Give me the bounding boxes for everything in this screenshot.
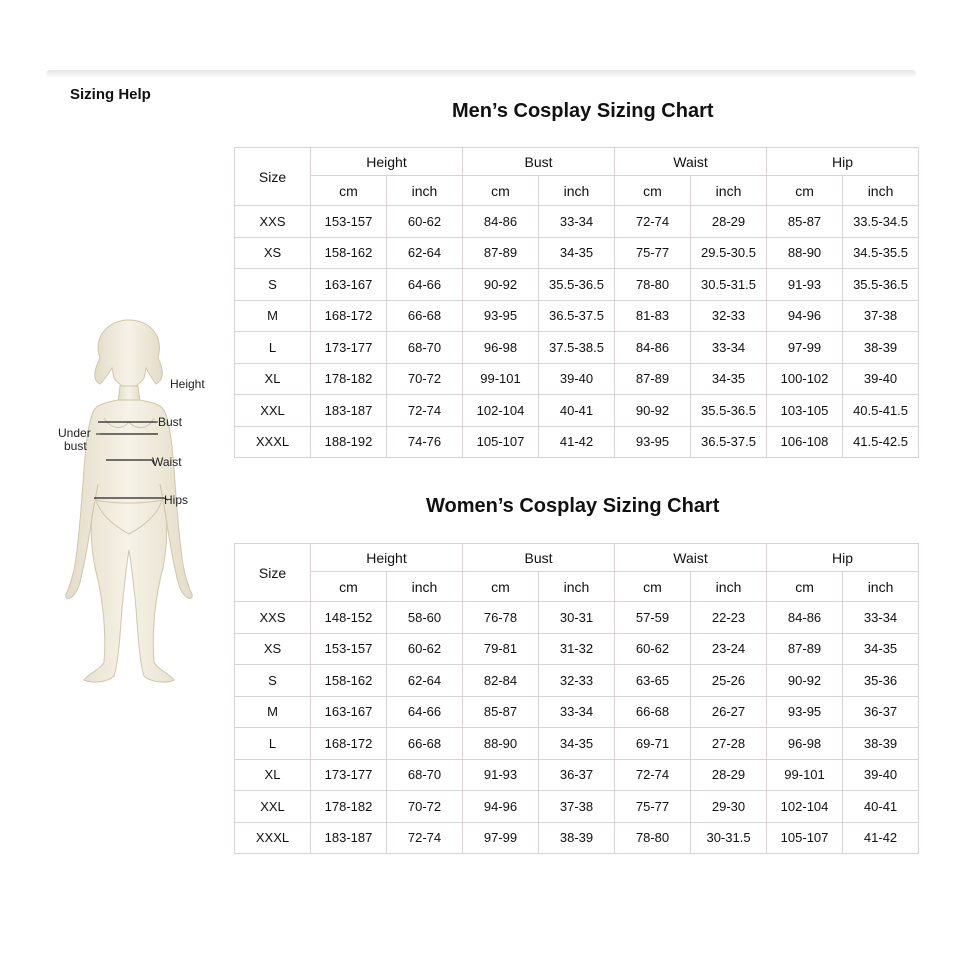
table-cell: 99-101 [767, 759, 843, 791]
table-cell: 36.5-37.5 [691, 426, 767, 458]
table-cell: 178-182 [311, 363, 387, 395]
table-cell: 69-71 [615, 728, 691, 760]
table-cell: 158-162 [311, 237, 387, 269]
unit-header: inch [539, 176, 615, 206]
table-cell: 153-157 [311, 206, 387, 238]
table-cell: 88-90 [463, 728, 539, 760]
mens-chart-title: Men’s Cosplay Sizing Chart [452, 100, 714, 122]
table-cell: 81-83 [615, 300, 691, 332]
table-cell: 38-39 [539, 822, 615, 854]
womens-sizing-table [234, 543, 919, 854]
table-cell: 96-98 [463, 332, 539, 364]
bust-label: Bust [158, 415, 183, 429]
table-cell: 66-68 [387, 300, 463, 332]
hip-header: Hip [767, 148, 919, 176]
table-cell: 63-65 [615, 665, 691, 697]
table-cell: 66-68 [615, 696, 691, 728]
table-cell: 41-42 [843, 822, 919, 854]
size-cell: M [235, 300, 311, 332]
table-cell: 35.5-36.5 [843, 269, 919, 301]
size-cell: XL [235, 363, 311, 395]
unit-header: cm [463, 572, 539, 602]
table-cell: 91-93 [767, 269, 843, 301]
table-cell: 33-34 [539, 206, 615, 238]
waist-label: Waist [152, 455, 182, 469]
size-cell: L [235, 728, 311, 760]
table-row [235, 728, 919, 760]
table-cell: 41-42 [539, 426, 615, 458]
table-cell: 99-101 [463, 363, 539, 395]
table-cell: 94-96 [463, 791, 539, 823]
table-cell: 36-37 [843, 696, 919, 728]
table-cell: 32-33 [691, 300, 767, 332]
table-cell: 36.5-37.5 [539, 300, 615, 332]
table-cell: 148-152 [311, 602, 387, 634]
table-cell: 60-62 [615, 633, 691, 665]
table-cell: 34-35 [843, 633, 919, 665]
table-cell: 105-107 [463, 426, 539, 458]
table-row [235, 206, 919, 238]
height-label: Height [170, 377, 205, 391]
table-row [235, 696, 919, 728]
table-cell: 75-77 [615, 237, 691, 269]
table-cell: 87-89 [615, 363, 691, 395]
size-cell: L [235, 332, 311, 364]
table-cell: 97-99 [767, 332, 843, 364]
size-cell: XS [235, 237, 311, 269]
table-cell: 168-172 [311, 300, 387, 332]
table-cell: 39-40 [843, 759, 919, 791]
womens-chart-title: Women’s Cosplay Sizing Chart [426, 495, 720, 517]
unit-header: cm [311, 176, 387, 206]
table-row [235, 332, 919, 364]
table-cell: 33-34 [539, 696, 615, 728]
table-cell: 76-78 [463, 602, 539, 634]
size-cell: S [235, 665, 311, 697]
size-cell: XXS [235, 206, 311, 238]
table-cell: 78-80 [615, 822, 691, 854]
unit-header: cm [615, 176, 691, 206]
table-cell: 58-60 [387, 602, 463, 634]
table-cell: 30-31.5 [691, 822, 767, 854]
table-cell: 91-93 [463, 759, 539, 791]
table-cell: 35.5-36.5 [691, 395, 767, 427]
table-cell: 64-66 [387, 696, 463, 728]
hip-header: Hip [767, 544, 919, 572]
mens-table-body [235, 206, 919, 458]
unit-header: inch [843, 176, 919, 206]
table-cell: 87-89 [767, 633, 843, 665]
table-cell: 26-27 [691, 696, 767, 728]
table-cell: 60-62 [387, 206, 463, 238]
table-cell: 102-104 [463, 395, 539, 427]
table-cell: 37-38 [843, 300, 919, 332]
table-row [235, 237, 919, 269]
table-cell: 37-38 [539, 791, 615, 823]
table-cell: 23-24 [691, 633, 767, 665]
waist-header: Waist [615, 544, 767, 572]
table-cell: 34-35 [539, 237, 615, 269]
table-cell: 103-105 [767, 395, 843, 427]
sizing-help-heading: Sizing Help [70, 86, 151, 103]
table-cell: 163-167 [311, 696, 387, 728]
table-cell: 66-68 [387, 728, 463, 760]
table-cell: 153-157 [311, 633, 387, 665]
table-row [235, 602, 919, 634]
table-cell: 72-74 [387, 395, 463, 427]
hips-label: Hips [164, 493, 189, 507]
table-cell: 38-39 [843, 728, 919, 760]
table-cell: 158-162 [311, 665, 387, 697]
table-row [235, 791, 919, 823]
table-row [235, 633, 919, 665]
unit-header: inch [843, 572, 919, 602]
table-cell: 39-40 [539, 363, 615, 395]
unit-header: cm [767, 572, 843, 602]
table-cell: 82-84 [463, 665, 539, 697]
size-cell: XXL [235, 395, 311, 427]
body-silhouette-icon [52, 318, 232, 688]
table-cell: 163-167 [311, 269, 387, 301]
womens-table-body [235, 602, 919, 854]
unit-header: inch [387, 572, 463, 602]
unit-header: cm [463, 176, 539, 206]
unit-header: inch [691, 176, 767, 206]
under-bust-label-line2: bust [64, 439, 87, 453]
table-cell: 33-34 [691, 332, 767, 364]
table-cell: 100-102 [767, 363, 843, 395]
table-cell: 29-30 [691, 791, 767, 823]
table-cell: 168-172 [311, 728, 387, 760]
table-cell: 85-87 [463, 696, 539, 728]
table-cell: 72-74 [615, 206, 691, 238]
table-cell: 64-66 [387, 269, 463, 301]
size-cell: XXL [235, 791, 311, 823]
table-cell: 93-95 [463, 300, 539, 332]
table-cell: 34-35 [691, 363, 767, 395]
table-cell: 93-95 [615, 426, 691, 458]
table-cell: 90-92 [463, 269, 539, 301]
size-cell: XXS [235, 602, 311, 634]
body-figure [52, 318, 232, 693]
table-cell: 68-70 [387, 332, 463, 364]
table-cell: 93-95 [767, 696, 843, 728]
table-cell: 35.5-36.5 [539, 269, 615, 301]
table-cell: 40-41 [843, 791, 919, 823]
table-cell: 102-104 [767, 791, 843, 823]
table-cell: 22-23 [691, 602, 767, 634]
table-cell: 34-35 [539, 728, 615, 760]
size-cell: M [235, 696, 311, 728]
table-cell: 35-36 [843, 665, 919, 697]
table-cell: 40-41 [539, 395, 615, 427]
table-cell: 38-39 [843, 332, 919, 364]
table-cell: 27-28 [691, 728, 767, 760]
table-cell: 94-96 [767, 300, 843, 332]
height-header: Height [311, 544, 463, 572]
top-divider [46, 70, 916, 78]
table-cell: 90-92 [615, 395, 691, 427]
table-cell: 173-177 [311, 332, 387, 364]
table-cell: 70-72 [387, 791, 463, 823]
mens-sizing-table [234, 147, 919, 458]
table-cell: 62-64 [387, 665, 463, 697]
table-row [235, 300, 919, 332]
table-row [235, 269, 919, 301]
table-cell: 84-86 [767, 602, 843, 634]
table-row [235, 665, 919, 697]
table-cell: 87-89 [463, 237, 539, 269]
table-cell: 106-108 [767, 426, 843, 458]
table-cell: 70-72 [387, 363, 463, 395]
size-header: Size [235, 544, 311, 602]
size-cell: XS [235, 633, 311, 665]
table-cell: 72-74 [615, 759, 691, 791]
unit-header: inch [387, 176, 463, 206]
table-cell: 72-74 [387, 822, 463, 854]
table-row [235, 395, 919, 427]
table-cell: 78-80 [615, 269, 691, 301]
size-header: Size [235, 148, 311, 206]
table-cell: 183-187 [311, 822, 387, 854]
size-cell: S [235, 269, 311, 301]
unit-header: cm [767, 176, 843, 206]
table-cell: 105-107 [767, 822, 843, 854]
table-cell: 33.5-34.5 [843, 206, 919, 238]
table-cell: 97-99 [463, 822, 539, 854]
table-cell: 90-92 [767, 665, 843, 697]
table-row [235, 759, 919, 791]
table-cell: 30.5-31.5 [691, 269, 767, 301]
table-cell: 62-64 [387, 237, 463, 269]
bust-header: Bust [463, 148, 615, 176]
table-cell: 40.5-41.5 [843, 395, 919, 427]
table-cell: 29.5-30.5 [691, 237, 767, 269]
table-cell: 30-31 [539, 602, 615, 634]
unit-header: inch [539, 572, 615, 602]
unit-header: inch [691, 572, 767, 602]
table-cell: 36-37 [539, 759, 615, 791]
size-cell: XXXL [235, 822, 311, 854]
table-cell: 88-90 [767, 237, 843, 269]
table-cell: 60-62 [387, 633, 463, 665]
table-cell: 57-59 [615, 602, 691, 634]
table-cell: 96-98 [767, 728, 843, 760]
table-cell: 173-177 [311, 759, 387, 791]
table-cell: 79-81 [463, 633, 539, 665]
table-cell: 28-29 [691, 206, 767, 238]
unit-header: cm [311, 572, 387, 602]
under-bust-label-line1: Under [58, 426, 91, 440]
table-cell: 25-26 [691, 665, 767, 697]
table-cell: 39-40 [843, 363, 919, 395]
table-cell: 84-86 [615, 332, 691, 364]
table-cell: 68-70 [387, 759, 463, 791]
table-cell: 32-33 [539, 665, 615, 697]
size-cell: XL [235, 759, 311, 791]
table-row [235, 822, 919, 854]
table-cell: 41.5-42.5 [843, 426, 919, 458]
height-header: Height [311, 148, 463, 176]
table-cell: 183-187 [311, 395, 387, 427]
table-cell: 33-34 [843, 602, 919, 634]
table-row [235, 363, 919, 395]
waist-header: Waist [615, 148, 767, 176]
table-cell: 37.5-38.5 [539, 332, 615, 364]
table-cell: 75-77 [615, 791, 691, 823]
table-cell: 188-192 [311, 426, 387, 458]
unit-header: cm [615, 572, 691, 602]
table-cell: 178-182 [311, 791, 387, 823]
bust-header: Bust [463, 544, 615, 572]
table-cell: 31-32 [539, 633, 615, 665]
table-cell: 28-29 [691, 759, 767, 791]
table-cell: 85-87 [767, 206, 843, 238]
table-cell: 84-86 [463, 206, 539, 238]
table-cell: 34.5-35.5 [843, 237, 919, 269]
table-row [235, 426, 919, 458]
table-cell: 74-76 [387, 426, 463, 458]
size-cell: XXXL [235, 426, 311, 458]
